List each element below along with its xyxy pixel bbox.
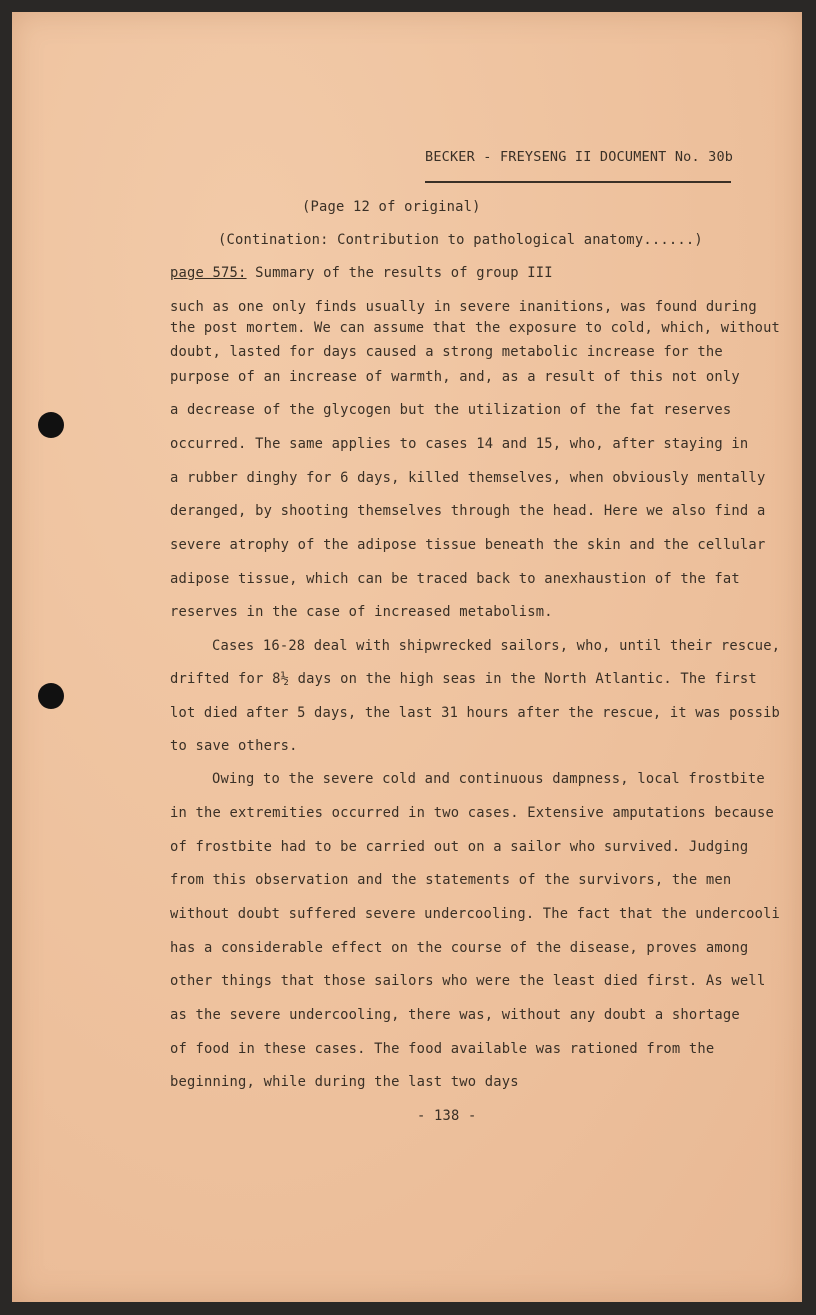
page-number: - 138 - (417, 1108, 477, 1124)
punch-hole-bottom (38, 683, 64, 709)
text-line: Owing to the severe cold and continuous dampness, local frostbite (212, 771, 765, 787)
text-line: of frostbite had to be carried out on a sailor who survived. Judging (170, 839, 749, 855)
text-line: adipose tissue, which can be traced back to anexhaustion of the fat (170, 571, 740, 587)
text-line: a rubber dinghy for 6 days, killed themselves, when obviously mentally (170, 470, 766, 486)
text-line: to save others. (170, 738, 298, 754)
continuation-note: (Contination: Contribution to pathological anatomy......) (218, 232, 703, 248)
text-line: in the extremities occurred in two cases. Extensive amputations because (170, 805, 774, 821)
section-heading: Summary of the results of group III (255, 265, 553, 281)
section-line (170, 265, 553, 281)
text-line: purpose of an increase of warmth, and, as a result of this not only (170, 369, 740, 385)
document-header: BECKER - FREYSENG II DOCUMENT No. 30b (425, 149, 734, 165)
text-line: drifted for 8½ days on the high seas in the North Atlantic. The first (170, 671, 757, 687)
text-line: as the severe undercooling, there was, without any doubt a shortage (170, 1007, 740, 1023)
text-line: from this observation and the statements of the survivors, the men (170, 872, 732, 888)
text-line: doubt, lasted for days caused a strong metabolic increase for the (170, 344, 723, 360)
text-line: beginning, while during the last two days (170, 1074, 519, 1090)
page-label: page 575: (170, 265, 247, 281)
text-line: other things that those sailors who were the least died first. As well (170, 973, 766, 989)
text-line: the post mortem. We can assume that the exposure to cold, which, without (170, 320, 781, 336)
text-line: severe atrophy of the adipose tissue beneath the skin and the cellular (170, 537, 766, 553)
text-line: occurred. The same applies to cases 14 and 15, who, after staying in (170, 436, 749, 452)
punch-hole-top (38, 412, 64, 438)
page-reference: (Page 12 of original) (302, 199, 481, 215)
text-line: of food in these cases. The food available was rationed from the (170, 1041, 715, 1057)
text-line: a decrease of the glycogen but the utilization of the fat reserves (170, 402, 732, 418)
text-line: such as one only finds usually in severe inanitions, was found during (170, 299, 757, 315)
text-line: has a considerable effect on the course of the disease, proves among (170, 940, 749, 956)
text-line: deranged, by shooting themselves through the head. Here we also find a (170, 503, 766, 519)
text-line: without doubt suffered severe undercooling. The fact that the undercooli (170, 906, 781, 922)
text-line: reserves in the case of increased metabolism. (170, 604, 553, 620)
header-underline (425, 181, 731, 183)
text-line: Cases 16-28 deal with shipwrecked sailors, who, until their rescue, (212, 638, 781, 654)
text-line: lot died after 5 days, the last 31 hours after the rescue, it was possib (170, 705, 781, 721)
